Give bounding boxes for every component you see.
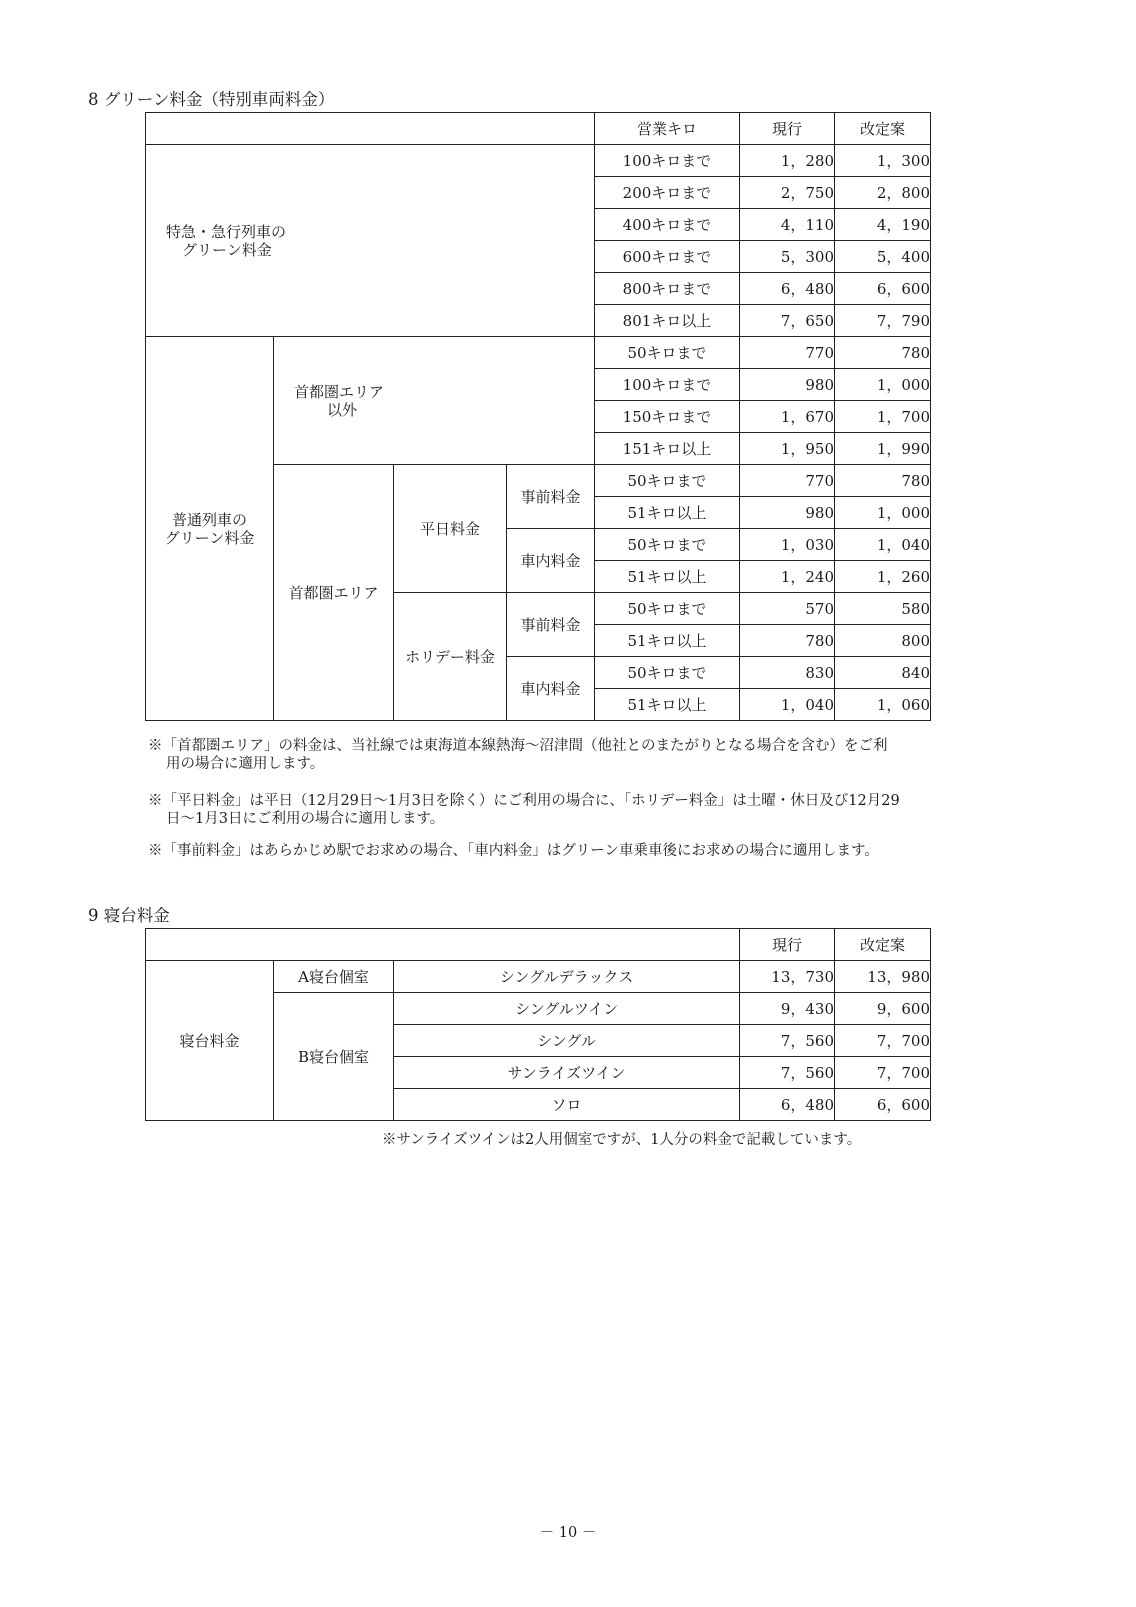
- express-label-line2: グリーン料金: [182, 240, 272, 259]
- distance-cell: 50キロまで: [595, 593, 740, 625]
- proposed-fare-cell: 800: [835, 625, 931, 657]
- distance-cell: 800キロまで: [595, 273, 740, 305]
- note-line: 用の場合に適用します。: [166, 756, 325, 772]
- ordinary-green-label: [146, 337, 274, 721]
- note-line: ※「平日料金」は平日（12月29日～1月3日を除く）にご利用の場合に、「ホリデー料金」は土曜・休日及び12月29: [148, 793, 900, 809]
- sleeper-fare-label: 寝台料金: [146, 961, 274, 1121]
- advance-fare-label: 事前料金: [507, 465, 595, 529]
- proposed-fare-cell: 6，600: [835, 1089, 931, 1121]
- distance-cell: 200キロまで: [595, 177, 740, 209]
- ordinary-label-line2: グリーン料金: [164, 528, 255, 547]
- room-type-cell: ソロ: [394, 1089, 740, 1121]
- current-fare-cell: 570: [740, 593, 835, 625]
- header-proposed: 改定案: [835, 929, 931, 961]
- advance-fare-label: 事前料金: [507, 593, 595, 657]
- current-fare-cell: 1，040: [740, 689, 835, 721]
- table-row: [146, 337, 931, 369]
- note-sunrise-twin: ※サンライズツインは2人用個室ですが、1人分の料金で記載しています。: [382, 1132, 862, 1148]
- distance-cell: 50キロまで: [595, 465, 740, 497]
- outside-metro-label: [274, 337, 595, 465]
- table-header-row: [146, 929, 931, 961]
- green-fare-table: [145, 112, 931, 721]
- distance-cell: 151キロ以上: [595, 433, 740, 465]
- distance-cell: 50キロまで: [595, 529, 740, 561]
- current-fare-cell: 1，240: [740, 561, 835, 593]
- note-metro-area: [148, 737, 1008, 773]
- proposed-fare-cell: 1，260: [835, 561, 931, 593]
- header-distance: 営業キロ: [595, 113, 740, 145]
- distance-cell: 150キロまで: [595, 401, 740, 433]
- b-sleeper-label: B寝台個室: [274, 993, 394, 1121]
- table-row: [146, 961, 931, 993]
- distance-cell: 51キロ以上: [595, 625, 740, 657]
- current-fare-cell: 1，670: [740, 401, 835, 433]
- current-fare-cell: 13，730: [740, 961, 835, 993]
- current-fare-cell: 770: [740, 465, 835, 497]
- distance-cell: 51キロ以上: [595, 561, 740, 593]
- current-fare-cell: 2，750: [740, 177, 835, 209]
- distance-cell: 51キロ以上: [595, 689, 740, 721]
- current-fare-cell: 830: [740, 657, 835, 689]
- proposed-fare-cell: 4，190: [835, 209, 931, 241]
- header-current: 現行: [740, 113, 835, 145]
- proposed-fare-cell: 1，300: [835, 145, 931, 177]
- proposed-fare-cell: 840: [835, 657, 931, 689]
- header-blank: [146, 113, 595, 145]
- room-type-cell: サンライズツイン: [394, 1057, 740, 1089]
- room-type-cell: シングルデラックス: [394, 961, 740, 993]
- express-green-label: [146, 145, 595, 337]
- proposed-fare-cell: 1，990: [835, 433, 931, 465]
- distance-cell: 51キロ以上: [595, 497, 740, 529]
- proposed-fare-cell: 2，800: [835, 177, 931, 209]
- section-8-heading: 8 グリーン料金（特別車両料金）: [88, 90, 335, 109]
- table-row: [146, 145, 931, 177]
- proposed-fare-cell: 9，600: [835, 993, 931, 1025]
- proposed-fare-cell: 580: [835, 593, 931, 625]
- express-label-line1: 特急・急行列車の: [166, 222, 287, 241]
- proposed-fare-cell: 6，600: [835, 273, 931, 305]
- proposed-fare-cell: 1，060: [835, 689, 931, 721]
- proposed-fare-cell: 1，700: [835, 401, 931, 433]
- note-line: 日～1月3日にご利用の場合に適用します。: [166, 811, 445, 827]
- section-9-heading: 9 寝台料金: [88, 906, 170, 925]
- proposed-fare-cell: 13，980: [835, 961, 931, 993]
- proposed-fare-cell: 1，000: [835, 369, 931, 401]
- ordinary-label-line1: 普通列車の: [171, 510, 247, 529]
- current-fare-cell: 770: [740, 337, 835, 369]
- header-proposed: 改定案: [835, 113, 931, 145]
- current-fare-cell: 6，480: [740, 1089, 835, 1121]
- outside-label-line1: 首都圏エリア: [294, 382, 385, 401]
- current-fare-cell: 1，030: [740, 529, 835, 561]
- page-number: － 10 －: [539, 1525, 597, 1541]
- current-fare-cell: 1，950: [740, 433, 835, 465]
- current-fare-cell: 980: [740, 369, 835, 401]
- current-fare-cell: 9，430: [740, 993, 835, 1025]
- outside-label-line2: 以外: [327, 400, 358, 419]
- proposed-fare-cell: 7，700: [835, 1025, 931, 1057]
- distance-cell: 50キロまで: [595, 657, 740, 689]
- distance-cell: 600キロまで: [595, 241, 740, 273]
- proposed-fare-cell: 7，790: [835, 305, 931, 337]
- a-sleeper-label: A寝台個室: [274, 961, 394, 993]
- distance-cell: 801キロ以上: [595, 305, 740, 337]
- current-fare-cell: 7，650: [740, 305, 835, 337]
- current-fare-cell: 7，560: [740, 1025, 835, 1057]
- proposed-fare-cell: 780: [835, 465, 931, 497]
- metro-area-label: 首都圏エリア: [274, 465, 394, 721]
- current-fare-cell: 5，300: [740, 241, 835, 273]
- table-header-row: [146, 113, 931, 145]
- proposed-fare-cell: 7，700: [835, 1057, 931, 1089]
- distance-cell: 400キロまで: [595, 209, 740, 241]
- proposed-fare-cell: 1，000: [835, 497, 931, 529]
- distance-cell: 100キロまで: [595, 145, 740, 177]
- current-fare-cell: 6，480: [740, 273, 835, 305]
- distance-cell: 100キロまで: [595, 369, 740, 401]
- header-current: 現行: [740, 929, 835, 961]
- current-fare-cell: 980: [740, 497, 835, 529]
- note-line: ※「事前料金」はあらかじめ駅でお求めの場合、「車内料金」はグリーン車乗車後にお求めの場合に適用します。: [148, 843, 879, 859]
- sleeper-fare-table: [145, 928, 931, 1121]
- onboard-fare-label: 車内料金: [507, 657, 595, 721]
- header-blank: [146, 929, 740, 961]
- current-fare-cell: 780: [740, 625, 835, 657]
- onboard-fare-label: 車内料金: [507, 529, 595, 593]
- holiday-fare-label: ホリデー料金: [394, 593, 507, 721]
- current-fare-cell: 1，280: [740, 145, 835, 177]
- proposed-fare-cell: 1，040: [835, 529, 931, 561]
- proposed-fare-cell: 5，400: [835, 241, 931, 273]
- current-fare-cell: 7，560: [740, 1057, 835, 1089]
- note-weekday-holiday: [148, 792, 1008, 828]
- proposed-fare-cell: 780: [835, 337, 931, 369]
- note-line: ※「首都圏エリア」の料金は、当社線では東海道本線熱海～沼津間（他社とのまたがりとなる場合を含む）をご利: [148, 738, 888, 754]
- weekday-fare-label: 平日料金: [394, 465, 507, 593]
- distance-cell: 50キロまで: [595, 337, 740, 369]
- room-type-cell: シングルツイン: [394, 993, 740, 1025]
- room-type-cell: シングル: [394, 1025, 740, 1057]
- note-advance-onboard: [148, 842, 1008, 860]
- current-fare-cell: 4，110: [740, 209, 835, 241]
